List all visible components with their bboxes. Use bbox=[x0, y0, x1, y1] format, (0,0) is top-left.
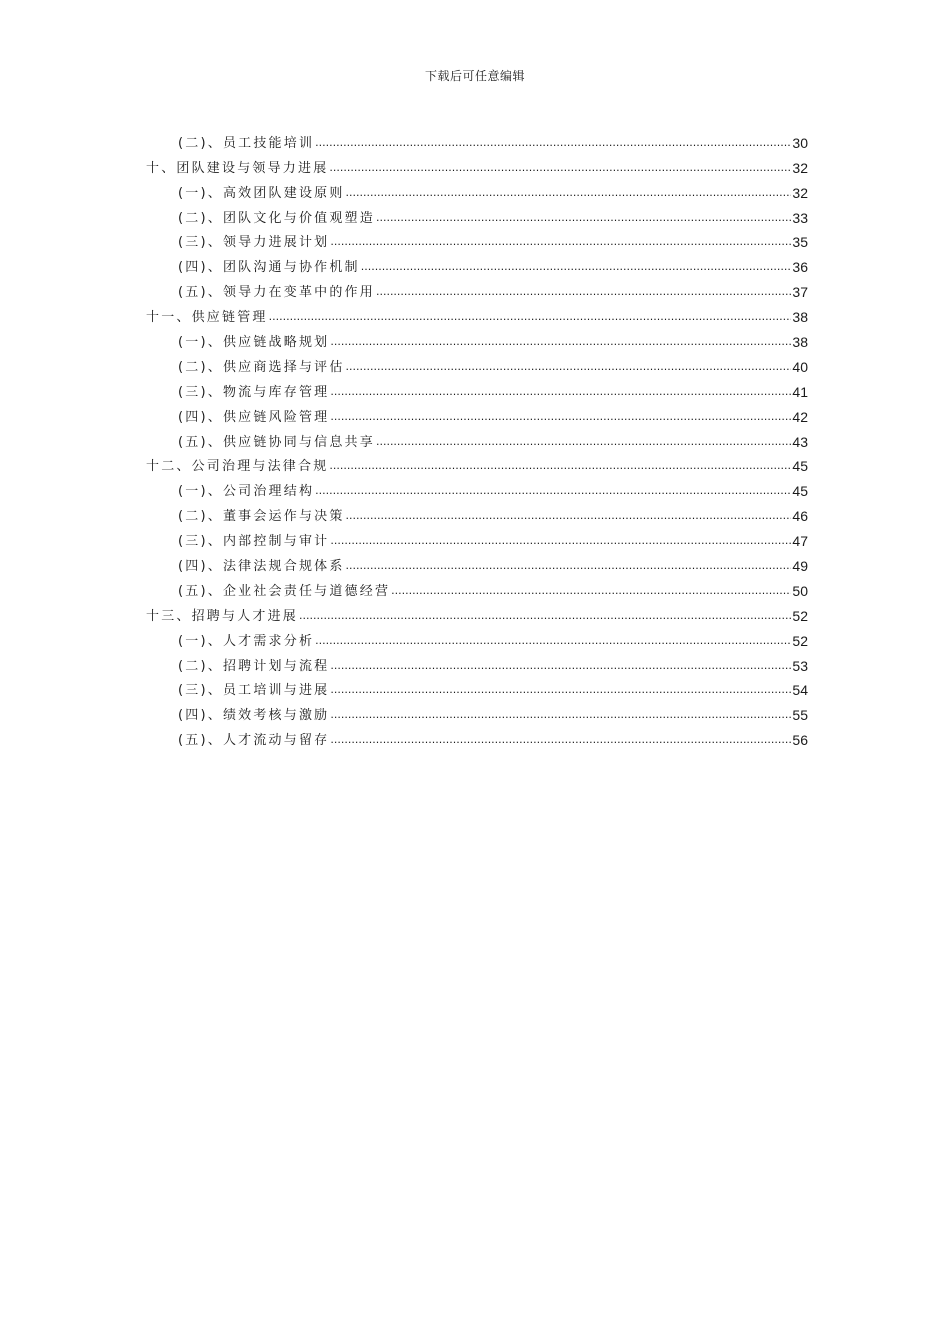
toc-entry-title: (四)、法律法规合规体系 bbox=[178, 559, 345, 575]
toc-entry-title: (三)、领导力进展计划 bbox=[178, 235, 330, 251]
toc-dot-leader bbox=[376, 212, 791, 223]
toc-page-number: 40 bbox=[792, 358, 808, 375]
table-of-contents bbox=[146, 126, 808, 748]
toc-chapter-entry[interactable] bbox=[146, 151, 808, 176]
toc-page-number: 37 bbox=[792, 284, 808, 301]
toc-entry-title: (一)、高效团队建设原则 bbox=[178, 185, 345, 201]
toc-entry-title: (四)、绩效考核与激励 bbox=[178, 708, 330, 724]
toc-chapter-entry[interactable] bbox=[146, 599, 808, 624]
toc-page-number: 47 bbox=[792, 533, 808, 550]
toc-page-number: 50 bbox=[792, 582, 808, 599]
toc-page-number: 52 bbox=[792, 632, 808, 649]
toc-page-number: 38 bbox=[792, 334, 808, 351]
toc-page-number: 45 bbox=[792, 458, 808, 475]
toc-dot-leader bbox=[376, 286, 791, 297]
toc-section-entry[interactable] bbox=[146, 549, 808, 574]
toc-section-entry[interactable] bbox=[146, 226, 808, 251]
toc-dot-leader bbox=[330, 684, 791, 695]
toc-dot-leader bbox=[346, 187, 792, 198]
toc-entry-title: (五)、企业社会责任与道德经营 bbox=[178, 583, 391, 599]
toc-entry-title: (二)、招聘计划与流程 bbox=[178, 658, 330, 674]
toc-page-number: 36 bbox=[792, 259, 808, 276]
toc-dot-leader bbox=[346, 361, 792, 372]
toc-page-number: 42 bbox=[792, 408, 808, 425]
toc-entry-title: (五)、领导力在变革中的作用 bbox=[178, 285, 375, 301]
toc-entry-title: (二)、员工技能培训 bbox=[178, 135, 315, 151]
toc-entry-title: (一)、人才需求分析 bbox=[178, 633, 315, 649]
toc-section-entry[interactable] bbox=[146, 474, 808, 499]
toc-section-entry[interactable] bbox=[146, 698, 808, 723]
toc-dot-leader bbox=[330, 411, 791, 422]
toc-section-entry[interactable] bbox=[146, 400, 808, 425]
toc-section-entry[interactable] bbox=[146, 176, 808, 201]
toc-page-number: 33 bbox=[792, 209, 808, 226]
toc-entry-title: (三)、内部控制与审计 bbox=[178, 534, 330, 550]
toc-page-number: 56 bbox=[792, 732, 808, 749]
toc-dot-leader bbox=[346, 510, 792, 521]
toc-chapter-entry[interactable] bbox=[146, 450, 808, 475]
toc-dot-leader bbox=[315, 635, 791, 646]
toc-dot-leader bbox=[299, 610, 791, 621]
toc-section-entry[interactable] bbox=[146, 425, 808, 450]
toc-entry-title: 十三、招聘与人才进展 bbox=[146, 608, 299, 624]
toc-section-entry[interactable] bbox=[146, 499, 808, 524]
toc-entry-title: (四)、供应链风险管理 bbox=[178, 409, 330, 425]
toc-section-entry[interactable] bbox=[146, 350, 808, 375]
toc-dot-leader bbox=[269, 311, 792, 322]
toc-dot-leader bbox=[346, 560, 792, 571]
toc-dot-leader bbox=[315, 485, 791, 496]
toc-section-entry[interactable] bbox=[146, 325, 808, 350]
toc-entry-title: (二)、团队文化与价值观塑造 bbox=[178, 210, 375, 226]
toc-entry-title: (二)、供应商选择与评估 bbox=[178, 359, 345, 375]
toc-page-number: 52 bbox=[792, 607, 808, 624]
toc-dot-leader bbox=[330, 236, 791, 247]
toc-section-entry[interactable] bbox=[146, 250, 808, 275]
toc-section-entry[interactable] bbox=[146, 674, 808, 699]
toc-page-number: 55 bbox=[792, 707, 808, 724]
toc-entry-title: (五)、人才流动与留存 bbox=[178, 733, 330, 749]
toc-dot-leader bbox=[391, 585, 791, 596]
toc-dot-leader bbox=[330, 709, 791, 720]
toc-section-entry[interactable] bbox=[146, 524, 808, 549]
toc-page-number: 38 bbox=[792, 309, 808, 326]
toc-section-entry[interactable] bbox=[146, 126, 808, 151]
toc-entry-title: (四)、团队沟通与协作机制 bbox=[178, 260, 360, 276]
toc-page-number: 46 bbox=[792, 508, 808, 525]
toc-dot-leader bbox=[329, 162, 791, 173]
toc-section-entry[interactable] bbox=[146, 649, 808, 674]
toc-dot-leader bbox=[330, 386, 791, 397]
toc-dot-leader bbox=[361, 261, 792, 272]
toc-page-number: 53 bbox=[792, 657, 808, 674]
toc-page-number: 49 bbox=[792, 558, 808, 575]
toc-dot-leader bbox=[330, 734, 791, 745]
toc-dot-leader bbox=[329, 460, 791, 471]
toc-dot-leader bbox=[330, 660, 791, 671]
page-header: 下载后可任意编辑 bbox=[424, 69, 525, 83]
toc-dot-leader bbox=[330, 535, 791, 546]
toc-entry-title: (五)、供应链协同与信息共享 bbox=[178, 434, 375, 450]
toc-section-entry[interactable] bbox=[146, 375, 808, 400]
toc-page-number: 35 bbox=[792, 234, 808, 251]
toc-entry-title: (三)、员工培训与进展 bbox=[178, 683, 330, 699]
toc-entry-title: (二)、董事会运作与决策 bbox=[178, 509, 345, 525]
toc-entry-title: (一)、供应链战略规划 bbox=[178, 335, 330, 351]
toc-dot-leader bbox=[330, 336, 791, 347]
toc-page-number: 32 bbox=[792, 159, 808, 176]
toc-dot-leader bbox=[376, 436, 791, 447]
toc-page-number: 32 bbox=[792, 184, 808, 201]
toc-page-number: 30 bbox=[792, 134, 808, 151]
toc-section-entry[interactable] bbox=[146, 624, 808, 649]
toc-entry-title: 十、团队建设与领导力进展 bbox=[146, 160, 329, 176]
toc-entry-title: (三)、物流与库存管理 bbox=[178, 384, 330, 400]
toc-page-number: 43 bbox=[792, 433, 808, 450]
toc-dot-leader bbox=[315, 137, 791, 148]
toc-section-entry[interactable] bbox=[146, 201, 808, 226]
toc-page-number: 41 bbox=[792, 383, 808, 400]
toc-section-entry[interactable] bbox=[146, 723, 808, 748]
toc-entry-title: 十一、供应链管理 bbox=[146, 310, 268, 326]
toc-entry-title: 十二、公司治理与法律合规 bbox=[146, 459, 329, 475]
toc-page-number: 54 bbox=[792, 682, 808, 699]
toc-page-number: 45 bbox=[792, 483, 808, 500]
toc-entry-title: (一)、公司治理结构 bbox=[178, 484, 315, 500]
toc-chapter-entry[interactable] bbox=[146, 300, 808, 325]
toc-section-entry[interactable] bbox=[146, 275, 808, 300]
toc-section-entry[interactable] bbox=[146, 574, 808, 599]
